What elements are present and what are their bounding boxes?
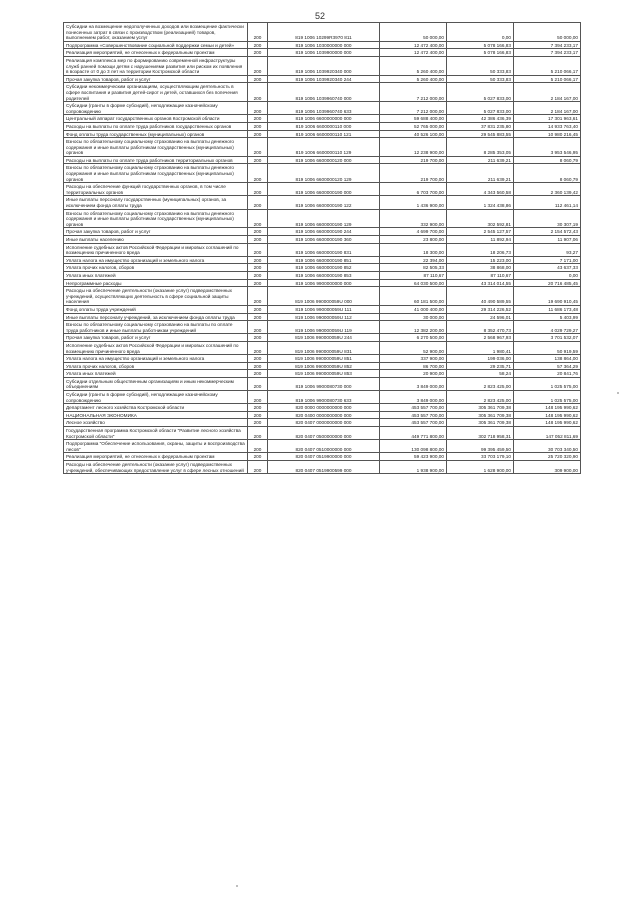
row-code-cell: 200: [248, 440, 268, 453]
table-row: [64, 75, 581, 83]
row-name-cell: Подпрограмма "Обеспечение использования, охраны, защиты и воспроизводства лесов": [64, 440, 248, 453]
row-unexecuted-amount-cell: 3 953 546,95: [514, 138, 581, 157]
row-approved-amount-cell: 20 900,00: [380, 370, 447, 378]
row-code-cell: 200: [248, 156, 268, 164]
budget-execution-table: [63, 22, 581, 474]
row-unexecuted-amount-cell: 20 716 485,45: [514, 279, 581, 287]
row-unexecuted-amount-cell: 1 025 575,00: [514, 391, 581, 404]
row-unexecuted-amount-cell: 309 900,00: [514, 461, 581, 474]
row-code-cell: 200: [248, 377, 268, 390]
row-unexecuted-amount-cell: 14 933 763,40: [514, 122, 581, 130]
table-row: [64, 411, 581, 419]
row-classification-cell: 819 1006 6600000000 000: [268, 115, 380, 123]
table-row: [64, 183, 581, 196]
row-executed-amount-cell: 18 206,73: [447, 243, 514, 256]
table-row: [64, 287, 581, 306]
row-unexecuted-amount-cell: 148 195 990,62: [514, 419, 581, 427]
row-unexecuted-amount-cell: 11 907,06: [514, 236, 581, 244]
table-row: [64, 355, 581, 363]
row-unexecuted-amount-cell: 30 307,19: [514, 209, 581, 228]
row-unexecuted-amount-cell: 30 703 340,50: [514, 440, 581, 453]
row-classification-cell: 819 1006 1039960740 000: [268, 83, 380, 102]
row-code-cell: 200: [248, 164, 268, 183]
row-classification-cell: 819 1006 990000059U 112: [268, 313, 380, 321]
row-code-cell: 200: [248, 313, 268, 321]
page-number: 52: [314, 11, 325, 21]
row-executed-amount-cell: 5 078 166,83: [447, 41, 514, 49]
row-classification-cell: 819 1006 990000059U 111: [268, 305, 380, 313]
table-row: [64, 209, 581, 228]
row-executed-amount-cell: 211 639,21: [447, 164, 514, 183]
row-executed-amount-cell: 2 568 967,93: [447, 334, 514, 342]
row-code-cell: 200: [248, 321, 268, 334]
row-executed-amount-cell: 5 027 833,00: [447, 102, 514, 115]
table-row: [64, 391, 581, 404]
row-code-cell: 200: [248, 243, 268, 256]
row-name-cell: Взносы по обязательному социальному страхованию на выплаты денежного содержания и иные выплаты работникам государственных (муниципальных) органов: [64, 164, 248, 183]
row-unexecuted-amount-cell: 17 301 963,61: [514, 115, 581, 123]
row-executed-amount-cell: 1 324 438,86: [447, 196, 514, 209]
row-approved-amount-cell: 3 849 000,00: [380, 391, 447, 404]
row-approved-amount-cell: 60 181 500,00: [380, 287, 447, 306]
row-executed-amount-cell: 2 823 425,00: [447, 377, 514, 390]
row-code-cell: 200: [248, 236, 268, 244]
row-name-cell: Субсидии отдельным общественным организациям и иным некоммерческим объединениям: [64, 377, 248, 390]
row-code-cell: 200: [248, 279, 268, 287]
row-executed-amount-cell: 302 592,81: [447, 209, 514, 228]
row-classification-cell: 819 1006 990000059U 244: [268, 334, 380, 342]
row-unexecuted-amount-cell: 19 690 910,45: [514, 287, 581, 306]
row-code-cell: 200: [248, 461, 268, 474]
table-row: [64, 236, 581, 244]
row-unexecuted-amount-cell: 43 637,33: [514, 264, 581, 272]
row-name-cell: Расходы на обеспечение деятельности (оказание услуг) подведомственных учреждений, осуществляющих деятельность в сфере социальной защиты населения: [64, 287, 248, 306]
row-executed-amount-cell: 1 980,41: [447, 341, 514, 354]
row-unexecuted-amount-cell: 2 184 167,00: [514, 102, 581, 115]
row-unexecuted-amount-cell: 7 171,00: [514, 256, 581, 264]
row-approved-amount-cell: 453 557 700,00: [380, 419, 447, 427]
row-unexecuted-amount-cell: 50 919,59: [514, 341, 581, 354]
row-name-cell: Непрограммные расходы: [64, 279, 248, 287]
row-classification-cell: 820 0000 0000000000 000: [268, 404, 380, 412]
row-executed-amount-cell: 29 545 883,55: [447, 130, 514, 138]
table-row: [64, 377, 581, 390]
row-unexecuted-amount-cell: 25 720 320,90: [514, 453, 581, 461]
row-executed-amount-cell: 5 027 833,00: [447, 83, 514, 102]
row-name-cell: Субсидии некоммерческим организациям, осуществляющим деятельность в сфере воспитания и развития детей-сирот и детей, оставшихся без попечения родителей: [64, 83, 248, 102]
table-row: [64, 279, 581, 287]
row-approved-amount-cell: 22 394,00: [380, 256, 447, 264]
row-unexecuted-amount-cell: 20 841,76: [514, 370, 581, 378]
table-row: [64, 305, 581, 313]
row-classification-cell: 819 1006 9900080730 000: [268, 377, 380, 390]
row-name-cell: Фонд оплаты труда государственных (муниципальных) органов: [64, 130, 248, 138]
row-classification-cell: 819 1006 1039960740 633: [268, 102, 380, 115]
table-row: [64, 461, 581, 474]
row-executed-amount-cell: 305 361 709,38: [447, 404, 514, 412]
row-executed-amount-cell: 305 361 709,38: [447, 419, 514, 427]
row-approved-amount-cell: 41 000 400,00: [380, 305, 447, 313]
row-approved-amount-cell: 12 382 200,00: [380, 321, 447, 334]
row-classification-cell: 820 0407 0510000000 000: [268, 440, 380, 453]
row-approved-amount-cell: 4 699 700,00: [380, 228, 447, 236]
row-code-cell: 200: [248, 404, 268, 412]
row-approved-amount-cell: 64 030 500,00: [380, 279, 447, 287]
row-classification-cell: 819 1006 1039900000 000: [268, 49, 380, 57]
row-code-cell: 200: [248, 341, 268, 354]
row-approved-amount-cell: 332 900,00: [380, 209, 447, 228]
row-unexecuted-amount-cell: 50 000,00: [514, 23, 581, 42]
row-classification-cell: 819 1006 6600000120 000: [268, 156, 380, 164]
row-unexecuted-amount-cell: 147 052 811,69: [514, 427, 581, 440]
row-approved-amount-cell: 12 472 400,00: [380, 41, 447, 49]
row-classification-cell: 819 1006 6600000110 129: [268, 138, 380, 157]
row-unexecuted-amount-cell: 2 154 572,43: [514, 228, 581, 236]
table-row: [64, 23, 581, 42]
row-code-cell: 200: [248, 228, 268, 236]
row-name-cell: Уплата иных платежей: [64, 271, 248, 279]
row-executed-amount-cell: 99 395 459,50: [447, 440, 514, 453]
row-classification-cell: 819 1006 6600000190 129: [268, 209, 380, 228]
scan-mark: [617, 392, 619, 394]
row-name-cell: Взносы по обязательному социальному страхованию на выплаты денежного содержания и иные выплаты работникам государственных (муниципальных) органов: [64, 138, 248, 157]
row-approved-amount-cell: 219 700,00: [380, 156, 447, 164]
row-name-cell: Реализация мероприятий, не отнесенных к федеральным проектам: [64, 49, 248, 57]
row-approved-amount-cell: 1 436 900,00: [380, 196, 447, 209]
row-unexecuted-amount-cell: 93,27: [514, 243, 581, 256]
row-unexecuted-amount-cell: 138 864,00: [514, 355, 581, 363]
row-code-cell: 200: [248, 75, 268, 83]
row-unexecuted-amount-cell: 57 364,29: [514, 362, 581, 370]
row-name-cell: НАЦИОНАЛЬНАЯ ЭКОНОМИКА: [64, 411, 248, 419]
row-name-cell: Реализация мероприятий, не отнесенных к федеральным проектам: [64, 453, 248, 461]
row-executed-amount-cell: 1 628 900,00: [447, 461, 514, 474]
row-name-cell: Взносы по обязательному социальному страхованию на выплаты денежного содержания и иные выплаты работникам государственных (муниципальных) органов: [64, 209, 248, 228]
row-unexecuted-amount-cell: 0,00: [514, 271, 581, 279]
table-row: [64, 122, 581, 130]
row-approved-amount-cell: 5 260 400,00: [380, 56, 447, 75]
row-classification-cell: 820 0407 0000000000 000: [268, 419, 380, 427]
table-row: [64, 115, 581, 123]
row-approved-amount-cell: 59 423 900,00: [380, 453, 447, 461]
table-row: [64, 264, 581, 272]
row-code-cell: 200: [248, 209, 268, 228]
row-name-cell: Центральный аппарат государственных органов Костромской области: [64, 115, 248, 123]
row-classification-cell: 819 1006 990000059U 852: [268, 362, 380, 370]
row-approved-amount-cell: 6 703 700,00: [380, 183, 447, 196]
row-code-cell: 200: [248, 41, 268, 49]
row-approved-amount-cell: 1 938 900,00: [380, 461, 447, 474]
row-unexecuted-amount-cell: 2 360 139,42: [514, 183, 581, 196]
row-executed-amount-cell: 15 223,00: [447, 256, 514, 264]
row-name-cell: Расходы на выплаты по оплате труда работников государственных органов: [64, 122, 248, 130]
row-executed-amount-cell: 29 235,71: [447, 362, 514, 370]
row-name-cell: Подпрограмма «Совершенствование социальной поддержки семьи и детей»: [64, 41, 248, 49]
row-classification-cell: 819 1006 990000059U 851: [268, 355, 380, 363]
row-name-cell: Иные выплаты населению: [64, 236, 248, 244]
row-unexecuted-amount-cell: 7 394 233,17: [514, 49, 581, 57]
row-approved-amount-cell: 453 557 700,00: [380, 404, 447, 412]
row-name-cell: Прочая закупка товаров, работ и услуг: [64, 228, 248, 236]
row-executed-amount-cell: 40 490 589,55: [447, 287, 514, 306]
row-executed-amount-cell: 58,24: [447, 370, 514, 378]
table-row: [64, 271, 581, 279]
row-classification-cell: 819 1006 6600000190 360: [268, 236, 380, 244]
row-unexecuted-amount-cell: 5 210 066,17: [514, 75, 581, 83]
row-classification-cell: 820 0407 0519900000 000: [268, 453, 380, 461]
row-name-cell: Субсидии (гранты в форме субсидий), неподлежащие казначейскому сопровождению: [64, 102, 248, 115]
row-classification-cell: 819 1006 6600000190 000: [268, 183, 380, 196]
row-approved-amount-cell: 52 765 000,00: [380, 122, 447, 130]
table-row: [64, 404, 581, 412]
row-approved-amount-cell: 453 557 700,00: [380, 411, 447, 419]
row-code-cell: 200: [248, 287, 268, 306]
row-code-cell: 200: [248, 23, 268, 42]
row-approved-amount-cell: 130 098 800,00: [380, 440, 447, 453]
row-code-cell: 200: [248, 355, 268, 363]
row-classification-cell: 819 1006 1039920340 000: [268, 56, 380, 75]
row-approved-amount-cell: 87 110,67: [380, 271, 447, 279]
row-code-cell: 200: [248, 115, 268, 123]
row-code-cell: 200: [248, 305, 268, 313]
row-classification-cell: 819 1006 990000059U 119: [268, 321, 380, 334]
row-classification-cell: 819 1006 9900000000 000: [268, 279, 380, 287]
row-unexecuted-amount-cell: 8 060,79: [514, 164, 581, 183]
row-classification-cell: 819 1006 6600000110 000: [268, 122, 380, 130]
row-approved-amount-cell: 219 700,00: [380, 164, 447, 183]
row-classification-cell: 819 1006 6600000190 852: [268, 264, 380, 272]
table-row: [64, 56, 581, 75]
table-row: [64, 156, 581, 164]
row-classification-cell: 819 1006 990000059U 853: [268, 370, 380, 378]
row-executed-amount-cell: 42 386 436,39: [447, 115, 514, 123]
row-classification-cell: 819 1006 6600000120 129: [268, 164, 380, 183]
row-executed-amount-cell: 38 868,00: [447, 264, 514, 272]
row-approved-amount-cell: 18 300,00: [380, 243, 447, 256]
row-code-cell: 200: [248, 102, 268, 115]
row-classification-cell: 819 1006 6600000190 244: [268, 228, 380, 236]
row-name-cell: Расходы на выплаты по оплате труда работников территориальных органов: [64, 156, 248, 164]
row-executed-amount-cell: 29 314 226,52: [447, 305, 514, 313]
row-code-cell: 200: [248, 49, 268, 57]
table-row: [64, 102, 581, 115]
row-code-cell: 200: [248, 427, 268, 440]
row-approved-amount-cell: 12 472 400,00: [380, 49, 447, 57]
row-classification-cell: 820 0400 0000000000 000: [268, 411, 380, 419]
row-unexecuted-amount-cell: 11 686 173,48: [514, 305, 581, 313]
row-unexecuted-amount-cell: 112 461,14: [514, 196, 581, 209]
row-classification-cell: 819 1006 6600000190 851: [268, 256, 380, 264]
table-row: [64, 341, 581, 354]
row-name-cell: Иные выплаты персоналу государственных (муниципальных) органов, за исключением фонда оплаты труда: [64, 196, 248, 209]
row-name-cell: Субсидии (гранты в форме субсидий), неподлежащие казначейскому сопровождению: [64, 391, 248, 404]
row-name-cell: Расходы на обеспечение деятельности (оказание услуг) подведомственных учреждений, обеспечивающих предоставление услуг в сфере лесных отношений: [64, 461, 248, 474]
row-code-cell: 200: [248, 256, 268, 264]
table-row: [64, 419, 581, 427]
row-code-cell: 200: [248, 370, 268, 378]
table-row: [64, 362, 581, 370]
row-classification-cell: 819 1006 1030000000 000: [268, 41, 380, 49]
row-executed-amount-cell: 50 333,83: [447, 75, 514, 83]
row-approved-amount-cell: 86 700,00: [380, 362, 447, 370]
row-approved-amount-cell: 30 000,00: [380, 313, 447, 321]
row-name-cell: Взносы по обязательному социальному страхованию на выплаты по оплате труда работников и иные выплаты работникам учреждений: [64, 321, 248, 334]
row-executed-amount-cell: 211 639,21: [447, 156, 514, 164]
row-name-cell: Департамент лесного хозяйства Костромской области: [64, 404, 248, 412]
row-classification-cell: 819 1006 6600000190 831: [268, 243, 380, 256]
row-code-cell: 200: [248, 56, 268, 75]
row-name-cell: Прочая закупка товаров, работ и услуг: [64, 75, 248, 83]
row-executed-amount-cell: 4 343 560,58: [447, 183, 514, 196]
row-executed-amount-cell: 50 333,83: [447, 56, 514, 75]
row-code-cell: 200: [248, 411, 268, 419]
row-name-cell: Исполнение судебных актов Российской Федерации и мировых соглашений по возмещению причиненного вреда: [64, 243, 248, 256]
row-approved-amount-cell: 12 238 900,00: [380, 138, 447, 157]
row-executed-amount-cell: 8 352 470,73: [447, 321, 514, 334]
table-row: [64, 49, 581, 57]
row-unexecuted-amount-cell: 4 029 729,27: [514, 321, 581, 334]
row-name-cell: Субсидии на возмещение недополученных доходов или возмещение фактически понесенных затрат в связи с производством (реализацией) товаров, выполнением работ, оказанием услуг: [64, 23, 248, 42]
table-row: [64, 243, 581, 256]
row-classification-cell: 819 1006 990000059U 831: [268, 341, 380, 354]
row-code-cell: 200: [248, 453, 268, 461]
row-executed-amount-cell: 8 285 353,05: [447, 138, 514, 157]
row-code-cell: 200: [248, 83, 268, 102]
row-approved-amount-cell: 52 900,00: [380, 341, 447, 354]
row-name-cell: Иные выплаты персоналу учреждений, за исключением фонда оплаты труда: [64, 313, 248, 321]
row-approved-amount-cell: 5 260 400,00: [380, 75, 447, 83]
row-executed-amount-cell: 0,00: [447, 23, 514, 42]
row-unexecuted-amount-cell: 3 701 532,07: [514, 334, 581, 342]
row-name-cell: Уплата прочих налогов, сборов: [64, 264, 248, 272]
row-classification-cell: 820 0407 0500000000 000: [268, 427, 380, 440]
table-row: [64, 321, 581, 334]
row-executed-amount-cell: 24 596,01: [447, 313, 514, 321]
row-name-cell: Уплата налога на имущество организаций и земельного налога: [64, 256, 248, 264]
row-code-cell: 200: [248, 196, 268, 209]
row-classification-cell: 819 1006 10299R3970 811: [268, 23, 380, 42]
table-row: [64, 453, 581, 461]
budget-table-wrap: [63, 22, 580, 474]
row-name-cell: Фонд оплаты труда учреждений: [64, 305, 248, 313]
row-unexecuted-amount-cell: 2 184 167,00: [514, 83, 581, 102]
row-code-cell: 200: [248, 362, 268, 370]
row-executed-amount-cell: 33 703 179,10: [447, 453, 514, 461]
row-name-cell: Реализация комплекса мер по формированию современной инфраструктуры служб ранней помощи детям с нарушениями развития или риском их появления в возрасте от 0 до 3 лет на территории Костромской области: [64, 56, 248, 75]
row-code-cell: 200: [248, 264, 268, 272]
row-approved-amount-cell: 449 771 800,00: [380, 427, 447, 440]
row-classification-cell: 819 1006 990000059U 000: [268, 287, 380, 306]
table-row: [64, 440, 581, 453]
row-name-cell: Прочая закупка товаров, работ и услуг: [64, 334, 248, 342]
row-executed-amount-cell: 87 110,67: [447, 271, 514, 279]
table-row: [64, 334, 581, 342]
row-approved-amount-cell: 59 688 400,00: [380, 115, 447, 123]
row-approved-amount-cell: 3 849 000,00: [380, 377, 447, 390]
row-code-cell: 200: [248, 183, 268, 196]
row-executed-amount-cell: 43 314 014,55: [447, 279, 514, 287]
row-name-cell: Государственная программа Костромской области "Развитие лесного хозяйства Костромской области": [64, 427, 248, 440]
row-unexecuted-amount-cell: 7 394 233,17: [514, 41, 581, 49]
row-unexecuted-amount-cell: 8 060,79: [514, 156, 581, 164]
row-classification-cell: 819 1006 1039920340 244: [268, 75, 380, 83]
row-unexecuted-amount-cell: 5 403,99: [514, 313, 581, 321]
row-approved-amount-cell: 82 505,33: [380, 264, 447, 272]
row-executed-amount-cell: 2 545 127,57: [447, 228, 514, 236]
row-executed-amount-cell: 5 078 166,83: [447, 49, 514, 57]
row-name-cell: Лесное хозяйство: [64, 419, 248, 427]
row-code-cell: 200: [248, 271, 268, 279]
row-unexecuted-amount-cell: 148 195 990,62: [514, 404, 581, 412]
row-unexecuted-amount-cell: 10 980 216,45: [514, 130, 581, 138]
table-body: [64, 23, 581, 474]
row-approved-amount-cell: 23 800,00: [380, 236, 447, 244]
row-executed-amount-cell: 2 823 425,00: [447, 391, 514, 404]
row-approved-amount-cell: 6 270 500,00: [380, 334, 447, 342]
table-row: [64, 130, 581, 138]
row-approved-amount-cell: 7 212 000,00: [380, 83, 447, 102]
row-code-cell: 200: [248, 419, 268, 427]
row-name-cell: Уплата налога на имущество организаций и земельного налога: [64, 355, 248, 363]
row-name-cell: Уплата прочих налогов, сборов: [64, 362, 248, 370]
table-row: [64, 370, 581, 378]
row-name-cell: Уплата иных платежей: [64, 370, 248, 378]
row-code-cell: 200: [248, 138, 268, 157]
table-row: [64, 228, 581, 236]
row-approved-amount-cell: 50 000,00: [380, 23, 447, 42]
table-row: [64, 313, 581, 321]
row-approved-amount-cell: 7 212 000,00: [380, 102, 447, 115]
row-unexecuted-amount-cell: 5 210 066,17: [514, 56, 581, 75]
row-code-cell: 200: [248, 391, 268, 404]
row-code-cell: 200: [248, 130, 268, 138]
table-row: [64, 138, 581, 157]
scan-mark: [236, 885, 238, 887]
row-classification-cell: 819 1006 6600000190 853: [268, 271, 380, 279]
row-code-cell: 200: [248, 122, 268, 130]
table-row: [64, 41, 581, 49]
row-classification-cell: 819 1006 9900080730 633: [268, 391, 380, 404]
row-classification-cell: 819 1006 6600000110 121: [268, 130, 380, 138]
table-row: [64, 427, 581, 440]
row-unexecuted-amount-cell: 1 025 575,00: [514, 377, 581, 390]
row-name-cell: Исполнение судебных актов Российской Федерации и мировых соглашений по возмещению причиненного вреда: [64, 341, 248, 354]
row-executed-amount-cell: 37 831 235,80: [447, 122, 514, 130]
row-classification-cell: 819 1006 6600000190 122: [268, 196, 380, 209]
row-executed-amount-cell: 305 361 709,38: [447, 411, 514, 419]
row-code-cell: 200: [248, 334, 268, 342]
table-row: [64, 164, 581, 183]
row-executed-amount-cell: 11 892,94: [447, 236, 514, 244]
row-approved-amount-cell: 40 526 100,00: [380, 130, 447, 138]
table-row: [64, 196, 581, 209]
table-row: [64, 256, 581, 264]
row-executed-amount-cell: 302 718 958,31: [447, 427, 514, 440]
row-unexecuted-amount-cell: 148 195 990,62: [514, 411, 581, 419]
row-name-cell: Расходы на обеспечение функций государственных органов, в том числе территориальных органов: [64, 183, 248, 196]
row-classification-cell: 820 0407 0519900599 000: [268, 461, 380, 474]
row-executed-amount-cell: 199 036,00: [447, 355, 514, 363]
table-row: [64, 83, 581, 102]
row-approved-amount-cell: 337 900,00: [380, 355, 447, 363]
